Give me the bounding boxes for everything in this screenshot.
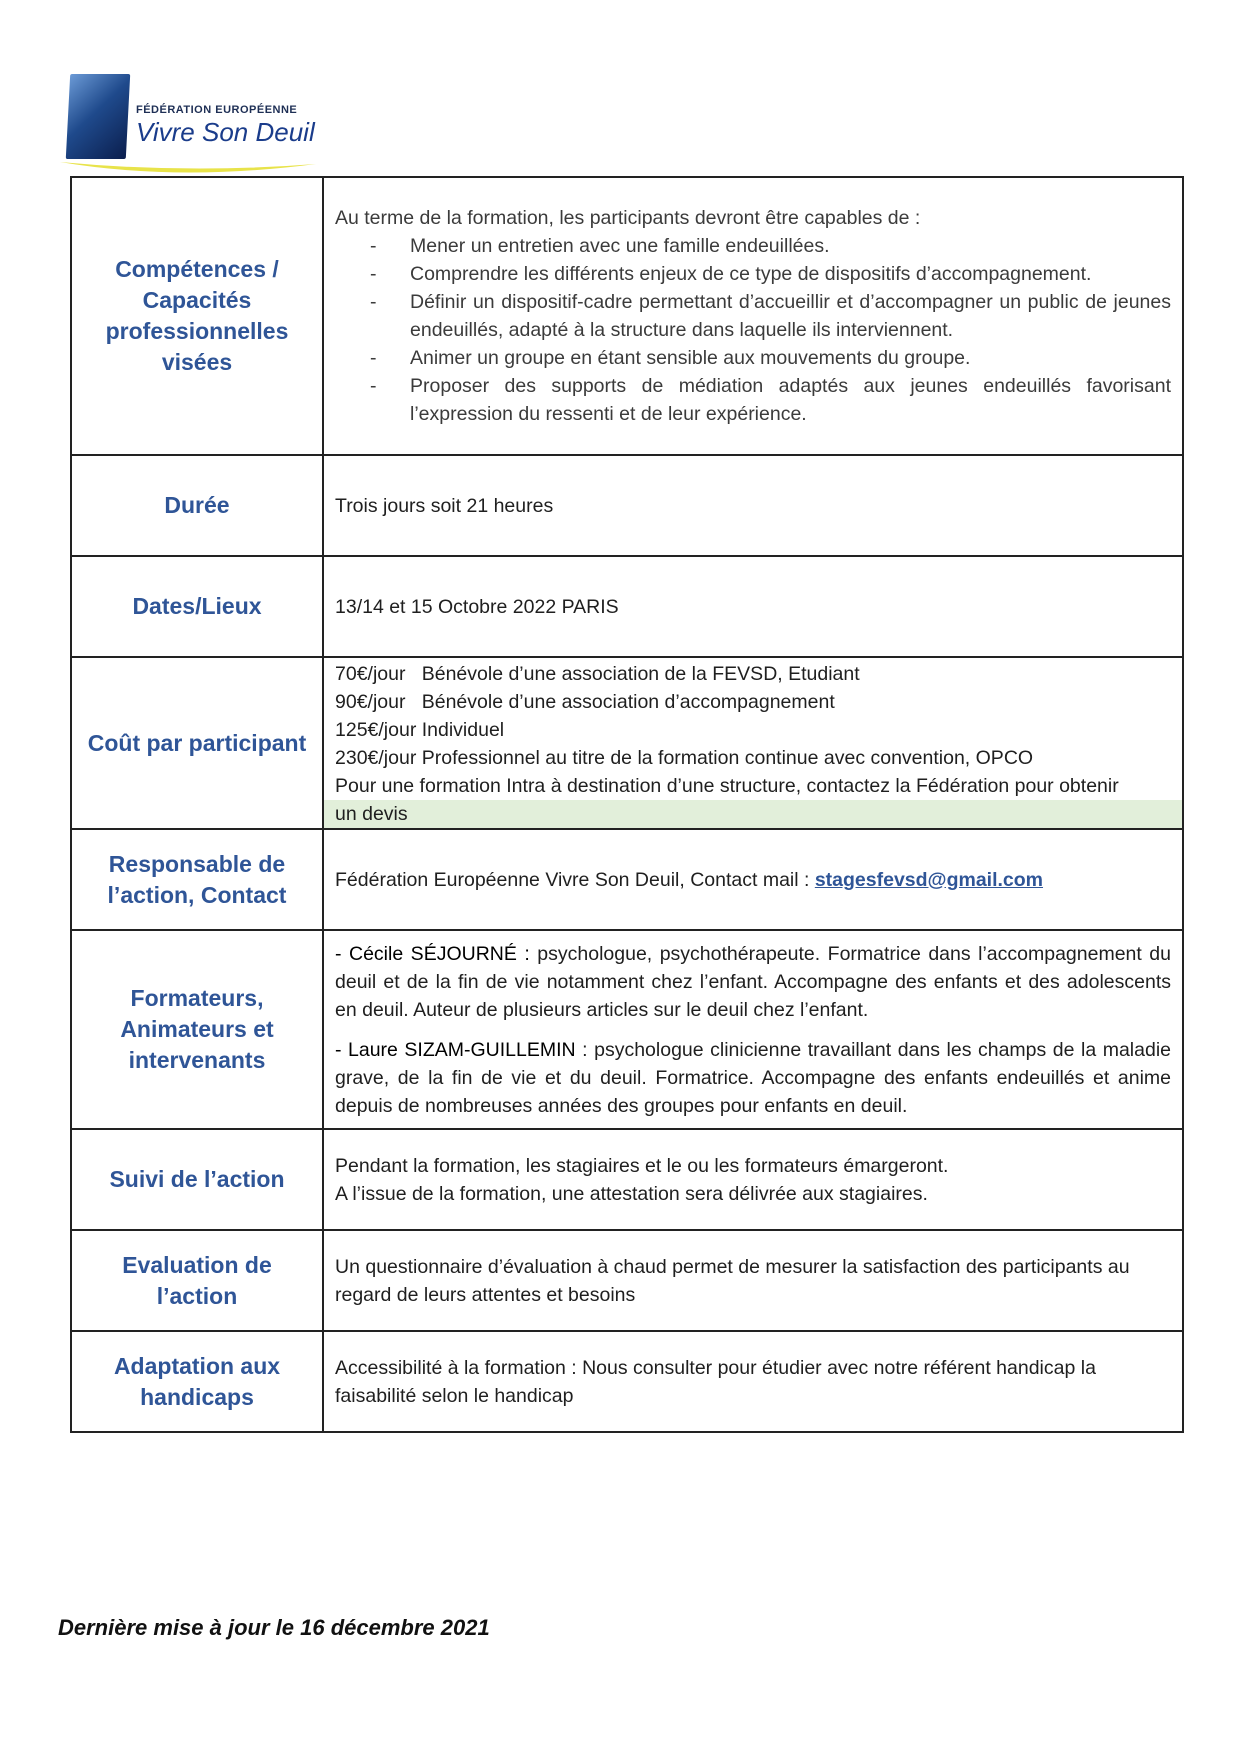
- value-cout: [323, 657, 1183, 829]
- formateur-1-desc: psychologue, psychothérapeute. Formatrice dans l’accompagnement du deuil et de la fin de vie notamment chez l’enfant. Accompagne des enfants et des adolescents en deuil. Auteur de plusieurs articles sur le deuil chez l’enfant.: [335, 942, 1171, 1021]
- intra-line-highlight: un devis: [324, 800, 1182, 828]
- row-suivi: [71, 1129, 1183, 1230]
- label-cout: Coût par participant: [71, 657, 323, 829]
- value-duree: Trois jours soit 21 heures: [323, 455, 1183, 556]
- row-evaluation: [71, 1230, 1183, 1331]
- logo: [58, 72, 328, 178]
- value-formateurs: [323, 930, 1183, 1129]
- row-contact: [71, 829, 1183, 930]
- value-suivi: [323, 1129, 1183, 1230]
- list-item: - Animer un groupe en étant sensible aux mouvements du groupe.: [370, 344, 1171, 372]
- competences-list: [335, 232, 1171, 428]
- suivi-line-2: A l’issue de la formation, une attestation sera délivrée aux stagiaires.: [335, 1182, 928, 1205]
- row-duree: [71, 455, 1183, 556]
- price-line: 90€/jour Bénévole d’une association d’accompagnement: [335, 691, 835, 713]
- value-dates: 13/14 et 15 Octobre 2022 PARIS: [323, 556, 1183, 657]
- formateur-2: [335, 1036, 1171, 1120]
- logo-swoosh-icon: [58, 156, 318, 178]
- suivi-line-1: Pendant la formation, les stagiaires et le ou les formateurs émargeront.: [335, 1154, 949, 1177]
- list-item: - Définir un dispositif-cadre permettant d’accueillir et d’accompagner un public de jeunes endeuillés, adapté à la structure dans laquelle ils interviennent.: [370, 288, 1171, 344]
- list-item: - Proposer des supports de médiation adaptés aux jeunes endeuillés favorisant l’expression du ressenti et de leur expérience.: [370, 372, 1171, 428]
- row-handicap: [71, 1331, 1183, 1432]
- value-contact: [323, 829, 1183, 930]
- value-evaluation: Un questionnaire d’évaluation à chaud permet de mesurer la satisfaction des participants au regard de leurs attentes et besoins: [323, 1230, 1183, 1331]
- contact-email-link[interactable]: stagesfevsd@gmail.com: [814, 868, 1044, 891]
- row-competences: [71, 177, 1183, 455]
- logo-mark-icon: [66, 74, 130, 159]
- formateur-2-name: - Laure SIZAM-GUILLEMIN: [335, 1038, 576, 1061]
- competences-intro: Au terme de la formation, les participants devront être capables de :: [335, 207, 921, 229]
- value-handicap: Accessibilité à la formation : Nous consulter pour étudier avec notre référent handicap la faisabilité selon le handicap: [323, 1331, 1183, 1432]
- price-line: 125€/jour Individuel: [335, 719, 505, 741]
- footer-last-update: Dernière mise à jour le 16 décembre 2021: [58, 1615, 490, 1640]
- label-contact: Responsable de l’action, Contact: [71, 829, 323, 930]
- value-competences: [323, 177, 1183, 455]
- label-dates: Dates/Lieux: [71, 556, 323, 657]
- formateur-1-name: - Cécile SÉJOURNÉ :: [335, 942, 530, 965]
- price-line: 70€/jour Bénévole d’une association de la FEVSD, Etudiant: [335, 663, 860, 685]
- label-duree: Durée: [71, 455, 323, 556]
- info-table: [70, 176, 1184, 1433]
- contact-text: Fédération Européenne Vivre Son Deuil, Contact mail :: [335, 868, 815, 891]
- logo-org-name: Vivre Son Deuil: [136, 117, 315, 147]
- price-line: 230€/jour Professionnel au titre de la formation continue avec convention, OPCO: [335, 747, 1034, 769]
- formateur-2-desc: : psychologue clinicienne travaillant dans les champs de la maladie grave, de la fin de vie et du deuil. Formatrice. Accompagne des enfants endeuillés et anime depuis de nombreuses années des groupes pour enfants en deuil.: [335, 1038, 1172, 1117]
- formateur-1: [335, 940, 1171, 1024]
- label-formateurs: Formateurs, Animateurs et intervenants: [71, 930, 323, 1129]
- row-formateurs: [71, 930, 1183, 1129]
- label-evaluation: Evaluation de l’action: [71, 1230, 323, 1331]
- list-item: - Mener un entretien avec une famille endeuillées.: [370, 232, 1171, 260]
- label-handicap: Adaptation aux handicaps: [71, 1331, 323, 1432]
- label-competences: Compétences / Capacités professionnelles visées: [71, 177, 323, 455]
- intra-line: Pour une formation Intra à destination d’une structure, contactez la Fédération pour obtenir: [335, 775, 1119, 797]
- label-suivi: Suivi de l’action: [71, 1129, 323, 1230]
- logo-org-top: FÉDÉRATION EUROPÉENNE: [136, 104, 298, 116]
- list-item: - Comprendre les différents enjeux de ce type de dispositifs d’accompagnement.: [370, 260, 1171, 288]
- row-dates: [71, 556, 1183, 657]
- row-cout: [71, 657, 1183, 829]
